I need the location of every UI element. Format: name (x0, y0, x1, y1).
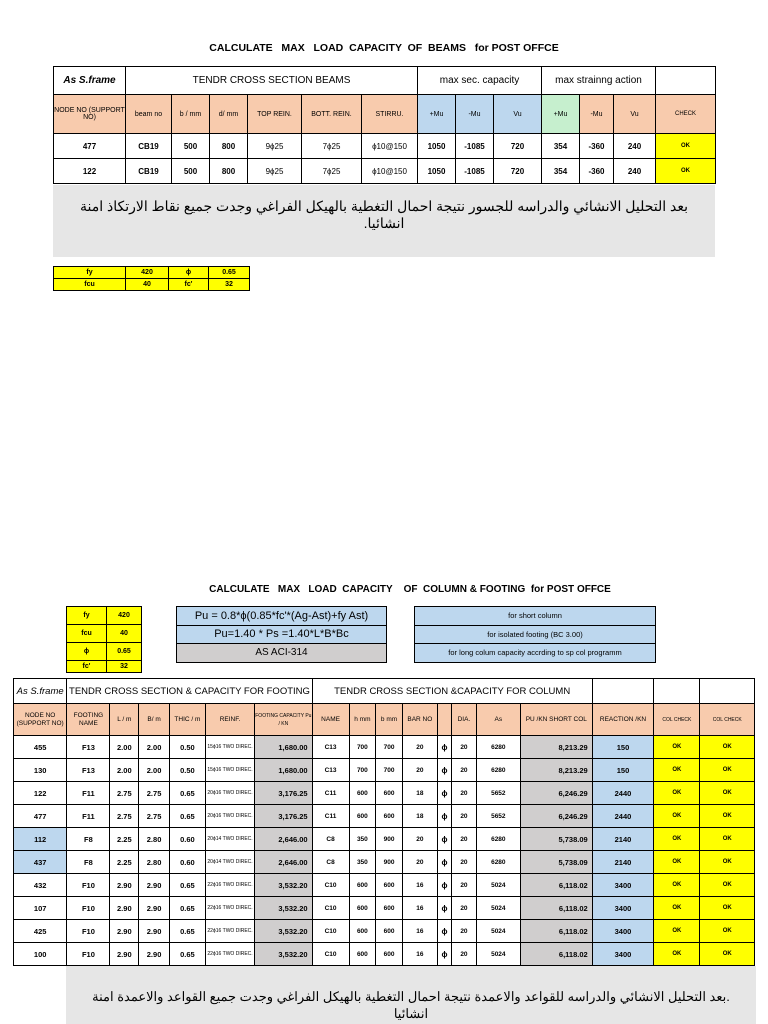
cell: 20 (452, 920, 477, 943)
status-badge: OK (700, 851, 755, 874)
header-cell: BOTT. REIN. (302, 95, 362, 134)
cell: C13 (312, 736, 349, 759)
cell: 700 (376, 759, 403, 782)
cell: 3400 (592, 920, 654, 943)
cell: 22ϕ16 TWO DIREC. (205, 943, 254, 966)
table-row (14, 874, 755, 897)
cell: 0.65 (169, 805, 205, 828)
empty-cell (592, 679, 654, 704)
cell: 3400 (592, 943, 654, 966)
cell: 0.65 (169, 897, 205, 920)
cell: 6,118.02 (520, 920, 592, 943)
cell: 3400 (592, 874, 654, 897)
cell: CB19 (126, 159, 172, 184)
cell: F10 (67, 943, 110, 966)
header-cell: DIA. (452, 704, 477, 736)
cell: 6,118.02 (520, 874, 592, 897)
cell: 2.90 (139, 920, 170, 943)
cell: 600 (349, 897, 376, 920)
cell: 40 (107, 625, 142, 643)
cell: 3,532.20 (255, 943, 312, 966)
cell: ϕ (437, 943, 451, 966)
cell: C11 (312, 782, 349, 805)
cell: 500 (172, 134, 210, 159)
cell: -1085 (456, 134, 494, 159)
cell: 420 (107, 607, 142, 625)
cell: 2.90 (139, 897, 170, 920)
beams-action-label: max strainng action (542, 67, 656, 95)
header-cell: +Mu (418, 95, 456, 134)
cell: 800 (210, 134, 248, 159)
cell: 720 (494, 159, 542, 184)
cell: 2440 (592, 782, 654, 805)
header-cell: COL CHECK (700, 704, 755, 736)
cell: 122 (14, 782, 67, 805)
cell: 18 (402, 805, 437, 828)
header-cell: B/ m (139, 704, 170, 736)
cell: -360 (580, 134, 614, 159)
cell: 3,176.25 (255, 805, 312, 828)
cell: 3,176.25 (255, 782, 312, 805)
cell: 800 (210, 159, 248, 184)
cell: 477 (14, 805, 67, 828)
cell: 1050 (418, 159, 456, 184)
cell: 2.00 (110, 759, 139, 782)
cell: 900 (376, 828, 403, 851)
table-row (14, 805, 755, 828)
status-badge: OK (654, 874, 700, 897)
cell: 3,532.20 (255, 897, 312, 920)
header-cell: REACTION /KN (592, 704, 654, 736)
cell: C8 (312, 828, 349, 851)
cell: 420 (126, 267, 169, 279)
cell: 9ϕ25 (248, 159, 302, 184)
cell: 6280 (476, 759, 520, 782)
table-row (14, 851, 755, 874)
cell: 0.65 (169, 874, 205, 897)
cell: 5652 (476, 782, 520, 805)
status-badge: OK (654, 828, 700, 851)
header-cell: As (476, 704, 520, 736)
cell: F10 (67, 874, 110, 897)
cell: 600 (376, 782, 403, 805)
header-cell: L / m (110, 704, 139, 736)
cell: 700 (349, 759, 376, 782)
cell: -360 (580, 159, 614, 184)
cell: 150 (592, 759, 654, 782)
cell: 16 (402, 897, 437, 920)
cell: 6280 (476, 736, 520, 759)
cell: 8,213.29 (520, 759, 592, 782)
empty-cell (654, 679, 700, 704)
cell: 20 (452, 943, 477, 966)
cell: 150 (592, 736, 654, 759)
cell: C10 (312, 874, 349, 897)
header-cell: STIRRU. (362, 95, 418, 134)
cell: 600 (349, 805, 376, 828)
header-cell: b mm (376, 704, 403, 736)
cell: 0.65 (169, 943, 205, 966)
cell: 5652 (476, 805, 520, 828)
header-cell: BAR NO (402, 704, 437, 736)
header-cell: PU /KN SHORT COL (520, 704, 592, 736)
cell: 130 (14, 759, 67, 782)
cell: C10 (312, 920, 349, 943)
columns-frame-label: As S.frame (14, 679, 67, 704)
cell: 0.60 (169, 828, 205, 851)
cell: 5024 (476, 897, 520, 920)
cell: 0.65 (169, 920, 205, 943)
formula-code: AS ACI-314 (176, 643, 387, 663)
cell: 350 (349, 851, 376, 874)
header-cell: CHECK (656, 95, 716, 134)
cell: C11 (312, 805, 349, 828)
cell: 112 (14, 828, 67, 851)
cell: 9ϕ25 (248, 134, 302, 159)
header-cell: NAME (312, 704, 349, 736)
cell: 2.75 (110, 805, 139, 828)
beams-frame-label: As S.frame (54, 67, 126, 95)
cell: 20 (402, 759, 437, 782)
cell: 2.90 (110, 874, 139, 897)
cell: 2.75 (139, 782, 170, 805)
materials-table (53, 266, 250, 291)
status-badge: OK (654, 897, 700, 920)
cell: 20ϕ14 TWO DIREC. (205, 828, 254, 851)
cell: 20 (402, 828, 437, 851)
cell: 2,646.00 (255, 851, 312, 874)
cell: 600 (349, 943, 376, 966)
cell: 0.60 (169, 851, 205, 874)
cell: 5,738.09 (520, 828, 592, 851)
header-cell: beam no (126, 95, 172, 134)
cell: 2.00 (139, 736, 170, 759)
beams-empty-cell (656, 67, 716, 95)
cell: 432 (14, 874, 67, 897)
cell: 240 (614, 159, 656, 184)
cell: 2440 (592, 805, 654, 828)
cell: 600 (349, 920, 376, 943)
cell: 354 (542, 159, 580, 184)
cell: ϕ (67, 643, 107, 661)
empty-cell (700, 679, 755, 704)
cell: 20 (452, 851, 477, 874)
header-cell: h mm (349, 704, 376, 736)
cell: ϕ (437, 805, 451, 828)
cell: 2140 (592, 828, 654, 851)
cell: 2140 (592, 851, 654, 874)
cell: 2.75 (110, 782, 139, 805)
cell: 6280 (476, 828, 520, 851)
header-cell: Vu (494, 95, 542, 134)
cell: 2.25 (110, 851, 139, 874)
header-cell: COL CHECK (654, 704, 700, 736)
cell: 2.75 (139, 805, 170, 828)
header-cell: b / mm (172, 95, 210, 134)
cell: 600 (376, 920, 403, 943)
cell: fy (54, 267, 126, 279)
formula-footing: Pu=1.40 * Ps =1.40*L*B*Bc (176, 625, 387, 644)
cell: ϕ (437, 897, 451, 920)
cell: CB19 (126, 134, 172, 159)
cell: 6,118.02 (520, 943, 592, 966)
table-row (14, 759, 755, 782)
cell: 20 (452, 897, 477, 920)
cell: 2.00 (139, 759, 170, 782)
cell: fy (67, 607, 107, 625)
beams-table (53, 66, 716, 184)
cell: 16 (402, 920, 437, 943)
beams-header-row (54, 95, 716, 134)
cell: ϕ (437, 851, 451, 874)
cell: fcu (67, 625, 107, 643)
header-cell: -Mu (580, 95, 614, 134)
cell: F11 (67, 805, 110, 828)
cell: ϕ (437, 874, 451, 897)
cell: 2.00 (110, 736, 139, 759)
cell: 5024 (476, 874, 520, 897)
header-cell: +Mu (542, 95, 580, 134)
column-section-label: TENDR CROSS SECTION &CAPACITY FOR COLUMN (312, 679, 592, 704)
cell: 20 (452, 736, 477, 759)
cell: F13 (67, 759, 110, 782)
cell: 16 (402, 874, 437, 897)
cell: 20ϕ16 TWO DIREC. (205, 805, 254, 828)
cell: ϕ10@150 (362, 134, 418, 159)
column-materials-table (66, 606, 142, 673)
cell: 20 (452, 759, 477, 782)
cell: 20 (452, 782, 477, 805)
cell: 20 (452, 874, 477, 897)
status-badge: OK (700, 736, 755, 759)
cell: ϕ (437, 782, 451, 805)
cell: F10 (67, 920, 110, 943)
cell: 0.65 (107, 643, 142, 661)
cell: 1,680.00 (255, 759, 312, 782)
cell: 22ϕ16 TWO DIREC. (205, 920, 254, 943)
cell: 700 (349, 736, 376, 759)
header-cell: NODE NO (SUPPORT NO) (54, 95, 126, 134)
cell: 700 (376, 736, 403, 759)
beams-note: بعد التحليل الانشائي والدراسه للجسور نتيجة احمال التغطية بالهيكل الفراغي وجدت جميع نقاط الارتكاذ امنة انشائيا. (53, 185, 715, 257)
cell: 600 (376, 897, 403, 920)
info-footing: for isolated footing (BC 3.00) (414, 625, 656, 644)
cell: 22ϕ16 TWO DIREC. (205, 874, 254, 897)
cell: 15ϕ16 TWO DIREC. (205, 736, 254, 759)
status-badge: OK (700, 943, 755, 966)
formula-short-column: Pu = 0.8*ϕ(0.85*fc'*(Ag-Ast)+fy Ast) (176, 606, 387, 626)
header-cell: TOP REIN. (248, 95, 302, 134)
cell: C10 (312, 897, 349, 920)
cell: 1050 (418, 134, 456, 159)
cell: 600 (349, 782, 376, 805)
status-badge: OK (700, 759, 755, 782)
cell: ϕ (169, 267, 209, 279)
cell: 40 (126, 279, 169, 291)
cell: 20 (402, 736, 437, 759)
cell: 2.90 (139, 874, 170, 897)
cell: 20ϕ14 TWO DIREC. (205, 851, 254, 874)
cell: 0.65 (209, 267, 250, 279)
cell: F10 (67, 897, 110, 920)
columns-note: .بعد التحليل الانشائي والدراسه للقواعد والاعمدة نتيجة احمال التغطية بالهيكل الفراغي وجدت جميع القواعد والاعمدة امنة انشائيا (66, 966, 756, 1024)
cell: 1,680.00 (255, 736, 312, 759)
beams-section-label: TENDR CROSS SECTION BEAMS (126, 67, 418, 95)
cell: 500 (172, 159, 210, 184)
cell: 107 (14, 897, 67, 920)
cell: fcu (54, 279, 126, 291)
status-badge: OK (654, 851, 700, 874)
cell: 600 (376, 805, 403, 828)
cell: 600 (349, 874, 376, 897)
cell: 2.90 (110, 920, 139, 943)
cell: F8 (67, 828, 110, 851)
cell: 350 (349, 828, 376, 851)
cell: ϕ (437, 759, 451, 782)
cell: ϕ10@150 (362, 159, 418, 184)
cell: 5024 (476, 943, 520, 966)
table-row (14, 828, 755, 851)
cell: ϕ (437, 736, 451, 759)
cell: 455 (14, 736, 67, 759)
cell: 2.25 (110, 828, 139, 851)
status-badge: OK (700, 874, 755, 897)
cell: 20 (452, 828, 477, 851)
info-long-column: for long colum capacity accrding to sp col programm (414, 643, 656, 663)
header-cell (437, 704, 451, 736)
status-badge: OK (656, 159, 716, 184)
cell: 900 (376, 851, 403, 874)
cell: 22ϕ16 TWO DIREC. (205, 897, 254, 920)
cell: 20 (452, 805, 477, 828)
table-row (54, 159, 716, 184)
cell: 122 (54, 159, 126, 184)
cell: 5024 (476, 920, 520, 943)
cell: fc' (67, 661, 107, 673)
cell: F8 (67, 851, 110, 874)
header-cell: NODE NO (SUPPORT NO) (14, 704, 67, 736)
cell: 0.50 (169, 759, 205, 782)
status-badge: OK (654, 805, 700, 828)
header-cell: d/ mm (210, 95, 248, 134)
header-cell: -Mu (456, 95, 494, 134)
cell: 720 (494, 134, 542, 159)
cell: 437 (14, 851, 67, 874)
cell: 7ϕ25 (302, 134, 362, 159)
cell: 2.90 (110, 943, 139, 966)
cell: 20 (402, 851, 437, 874)
cell: 600 (376, 874, 403, 897)
cell: 18 (402, 782, 437, 805)
table-row (14, 782, 755, 805)
cell: ϕ (437, 828, 451, 851)
cell: 6280 (476, 851, 520, 874)
table-row (14, 920, 755, 943)
cell: 2.90 (139, 943, 170, 966)
cell: C8 (312, 851, 349, 874)
status-badge: OK (654, 736, 700, 759)
table-row (14, 897, 755, 920)
status-badge: OK (654, 759, 700, 782)
cell: 6,118.02 (520, 897, 592, 920)
cell: 2,646.00 (255, 828, 312, 851)
cell: 2.80 (139, 828, 170, 851)
beams-capacity-label: max sec. capacity (418, 67, 542, 95)
footing-section-label: TENDR CROSS SECTION & CAPACITY FOR FOOTING (67, 679, 312, 704)
header-cell: FOOTING NAME (67, 704, 110, 736)
cell: 100 (14, 943, 67, 966)
cell: C10 (312, 943, 349, 966)
info-short-column: for short column (414, 606, 656, 626)
cell: 3400 (592, 897, 654, 920)
cell: 16 (402, 943, 437, 966)
cell: 6,246.29 (520, 782, 592, 805)
header-cell: REINF. (205, 704, 254, 736)
cell: 7ϕ25 (302, 159, 362, 184)
columns-title: CALCULATE MAX LOAD CAPACITY OF COLUMN & FOOTING for POST OFFCE (209, 584, 611, 595)
columns-header-row (14, 704, 755, 736)
status-badge: OK (700, 782, 755, 805)
cell: 2.90 (110, 897, 139, 920)
cell: 3,532.20 (255, 874, 312, 897)
status-badge: OK (700, 805, 755, 828)
cell: 600 (376, 943, 403, 966)
status-badge: OK (700, 920, 755, 943)
status-badge: OK (656, 134, 716, 159)
cell: 20ϕ16 TWO DIREC. (205, 782, 254, 805)
cell: 15ϕ16 TWO DIREC. (205, 759, 254, 782)
cell: F13 (67, 736, 110, 759)
cell: 425 (14, 920, 67, 943)
status-badge: OK (654, 920, 700, 943)
cell: 477 (54, 134, 126, 159)
cell: F11 (67, 782, 110, 805)
status-badge: OK (700, 828, 755, 851)
cell: 0.65 (169, 782, 205, 805)
table-row (54, 134, 716, 159)
beams-title: CALCULATE MAX LOAD CAPACITY OF BEAMS for POST OFFCE (209, 42, 559, 54)
table-row (14, 943, 755, 966)
status-badge: OK (654, 782, 700, 805)
table-row (14, 736, 755, 759)
cell: 0.50 (169, 736, 205, 759)
cell: 32 (209, 279, 250, 291)
cell: 240 (614, 134, 656, 159)
status-badge: OK (654, 943, 700, 966)
status-badge: OK (700, 897, 755, 920)
columns-table (13, 678, 755, 966)
cell: 32 (107, 661, 142, 673)
cell: 8,213.29 (520, 736, 592, 759)
cell: 5,738.09 (520, 851, 592, 874)
cell: 2.80 (139, 851, 170, 874)
cell: -1085 (456, 159, 494, 184)
header-cell: FOOTING CAPACITY Pu / KN (255, 704, 312, 736)
cell: 3,532.20 (255, 920, 312, 943)
cell: fc' (169, 279, 209, 291)
header-cell: THIC / m (169, 704, 205, 736)
cell: C13 (312, 759, 349, 782)
cell: 354 (542, 134, 580, 159)
cell: ϕ (437, 920, 451, 943)
cell: 6,246.29 (520, 805, 592, 828)
header-cell: Vu (614, 95, 656, 134)
